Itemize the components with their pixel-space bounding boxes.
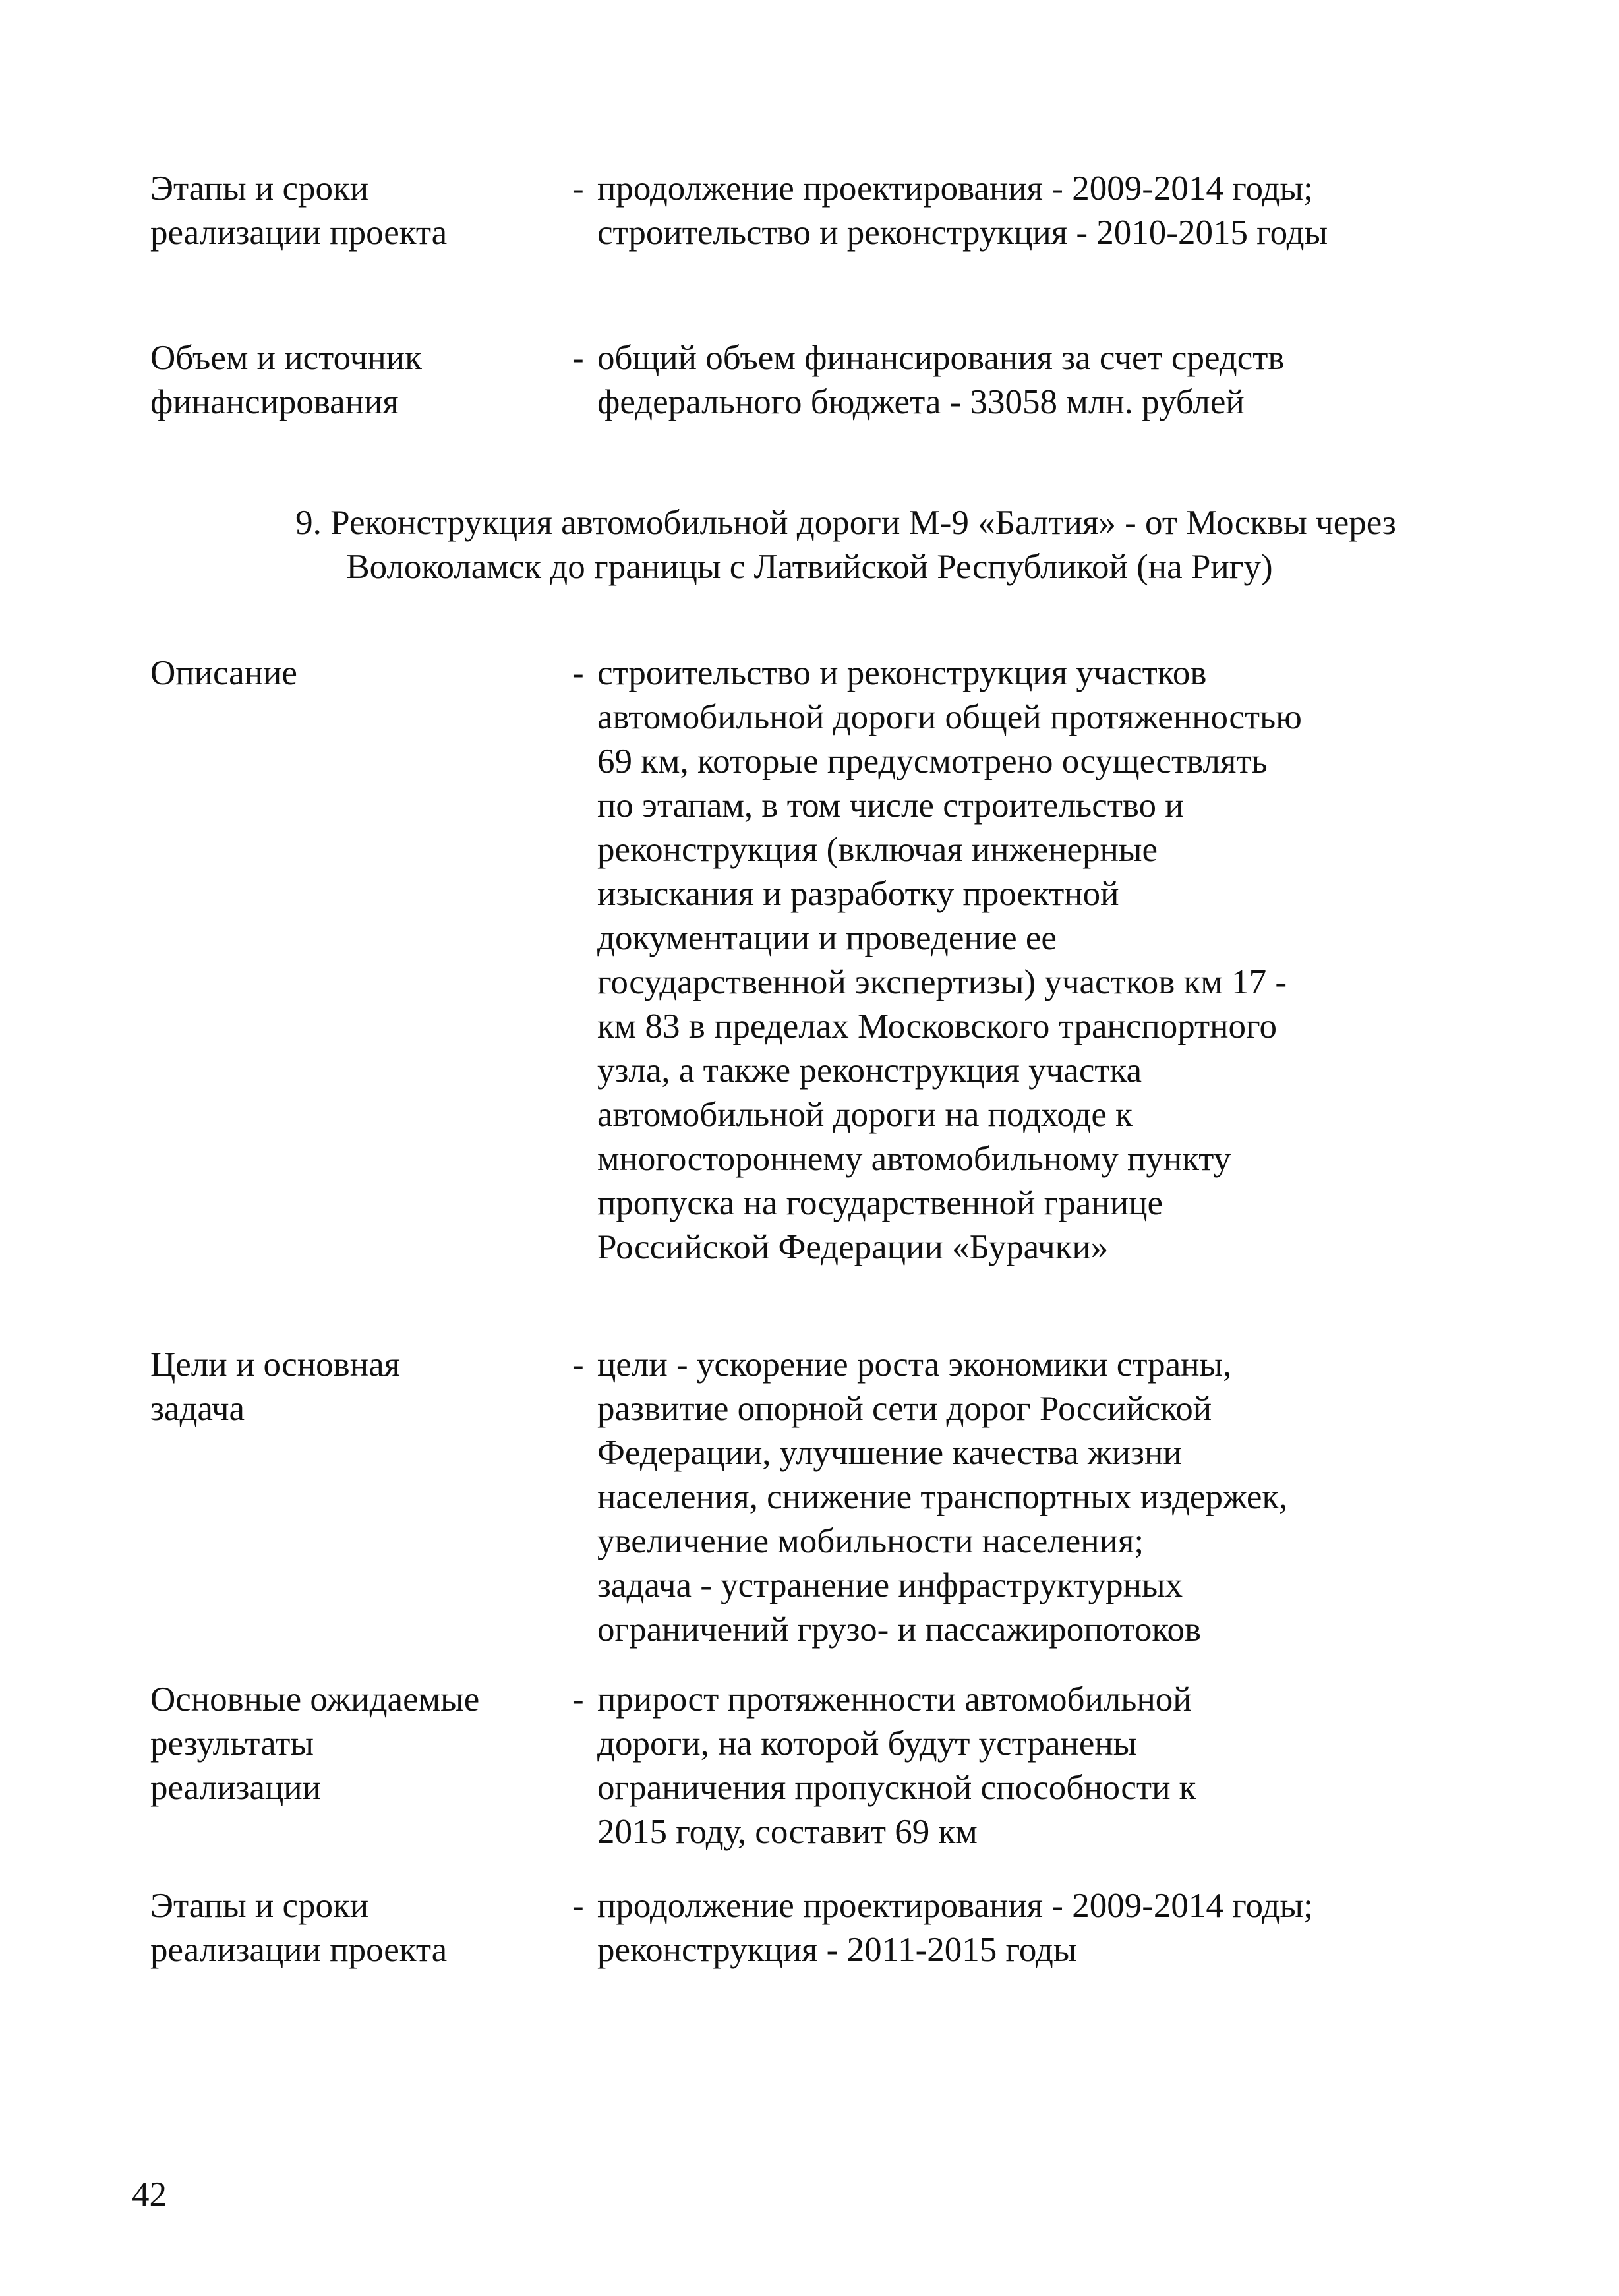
- value-line: реконструкция (включая инженерные: [597, 831, 1158, 869]
- row-dash: -: [572, 1887, 584, 1925]
- row-value: [597, 1343, 1467, 1652]
- label-line: Описание: [150, 654, 297, 692]
- label-line: Этапы и сроки: [150, 1887, 369, 1925]
- label-line: Объем и источник: [150, 339, 422, 377]
- row-label: [150, 1884, 559, 1972]
- value-line: 2015 году, составит 69 км: [597, 1813, 978, 1851]
- value-line: увеличение мобильности населения;: [597, 1522, 1144, 1560]
- label-line: Основные ожидаемые: [150, 1680, 480, 1719]
- row-dash: -: [572, 1345, 584, 1384]
- value-line: общий объем финансирования за счет средств: [597, 339, 1285, 377]
- row-label: [150, 651, 559, 695]
- page-number: 42: [132, 2175, 167, 2214]
- row-value: [597, 167, 1467, 255]
- value-line: развитие опорной сети дорог Российской: [597, 1390, 1212, 1428]
- section-heading: [0, 501, 1619, 589]
- value-line: населения, снижение транспортных издержек,: [597, 1478, 1288, 1516]
- row-dash: -: [572, 339, 584, 377]
- value-line: федерального бюджета - 33058 млн. рублей: [597, 383, 1245, 421]
- value-line: 69 км, которые предусмотрено осуществлять: [597, 742, 1268, 780]
- row-dash: -: [572, 1680, 584, 1719]
- value-line: автомобильной дороги на подходе к: [597, 1096, 1133, 1134]
- value-line: прирост протяженности автомобильной: [597, 1680, 1192, 1719]
- value-line: реконструкция - 2011-2015 годы: [597, 1931, 1077, 1969]
- value-line: ограничения пропускной способности к: [597, 1769, 1196, 1807]
- row-label: [150, 167, 559, 255]
- value-line: многостороннему автомобильному пункту: [597, 1140, 1231, 1178]
- value-line: продолжение проектирования - 2009-2014 годы;: [597, 1887, 1313, 1925]
- row-value: [597, 651, 1467, 1270]
- row-value: [597, 1884, 1467, 1972]
- heading-line: 9. Реконструкция автомобильной дороги М-9 «Балтия» - от Москвы через: [295, 504, 1396, 542]
- value-line: цели - ускорение роста экономики страны,: [597, 1345, 1232, 1384]
- row-dash: -: [572, 169, 584, 208]
- label-line: реализации проекта: [150, 1931, 448, 1969]
- label-line: реализации: [150, 1769, 322, 1807]
- value-line: продолжение проектирования - 2009-2014 годы;: [597, 169, 1313, 208]
- row-value: [597, 336, 1467, 425]
- value-line: ограничений грузо- и пассажиропотоков: [597, 1610, 1201, 1649]
- row-label: [150, 336, 559, 425]
- label-line: Этапы и сроки: [150, 169, 369, 208]
- label-line: Цели и основная: [150, 1345, 400, 1384]
- value-line: дороги, на которой будут устранены: [597, 1724, 1137, 1763]
- value-line: км 83 в пределах Московского транспортного: [597, 1007, 1277, 1045]
- value-line: Федерации, улучшение качества жизни: [597, 1434, 1182, 1472]
- label-line: результаты: [150, 1724, 314, 1763]
- label-line: финансирования: [150, 383, 399, 421]
- label-line: реализации проекта: [150, 214, 448, 252]
- value-line: пропуска на государственной границе: [597, 1184, 1163, 1222]
- value-line: по этапам, в том числе строительство и: [597, 786, 1184, 825]
- value-line: Российской Федерации «Бурачки»: [597, 1228, 1109, 1266]
- value-line: государственной экспертизы) участков км 17 -: [597, 963, 1287, 1001]
- value-line: строительство и реконструкция участков: [597, 654, 1207, 692]
- label-line: задача: [150, 1390, 245, 1428]
- row-label: [150, 1343, 559, 1431]
- heading-line: Волоколамск до границы с Латвийской Республикой (на Ригу): [346, 548, 1273, 586]
- value-line: автомобильной дороги общей протяженностью: [597, 698, 1302, 736]
- row-dash: -: [572, 654, 584, 692]
- value-line: изыскания и разработку проектной: [597, 875, 1119, 913]
- value-line: задача - устранение инфраструктурных: [597, 1566, 1183, 1604]
- value-line: строительство и реконструкция - 2010-2015 годы: [597, 214, 1328, 252]
- row-value: [597, 1678, 1467, 1854]
- row-label: [150, 1678, 559, 1810]
- value-line: узла, а также реконструкция участка: [597, 1051, 1142, 1090]
- value-line: документации и проведение ее: [597, 919, 1057, 957]
